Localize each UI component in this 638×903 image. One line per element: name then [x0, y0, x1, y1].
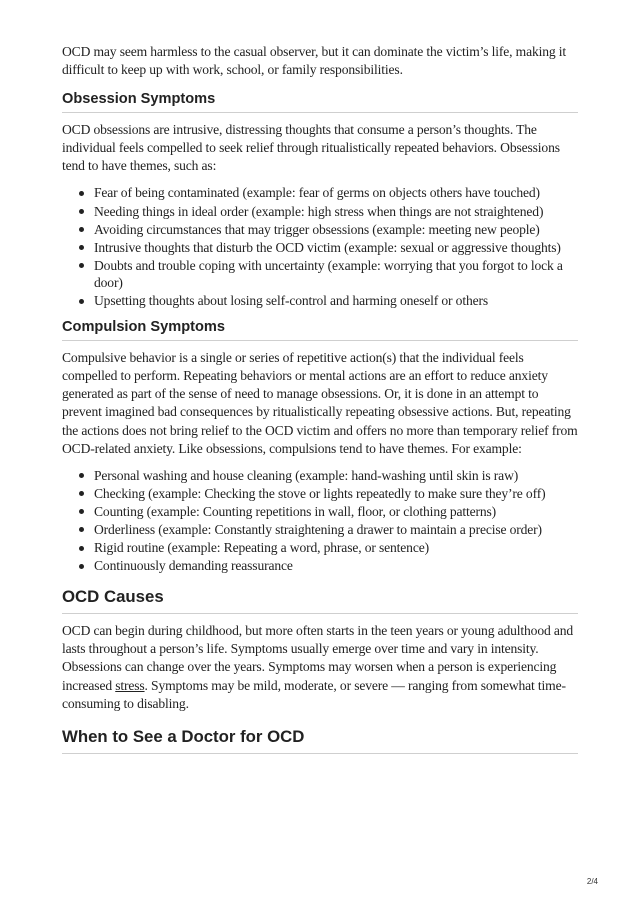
list-item: Continuously demanding reassurance [94, 557, 578, 574]
list-item: Doubts and trouble coping with uncertainty (example: worrying that you forgot to lock a door) [94, 257, 578, 291]
compulsion-paragraph: Compulsive behavior is a single or series of repetitive action(s) that the individual feels compelled to perform. Repeating behaviors or mental actions are an effort to reduce anxiety generated as part of the sense of need to manage obsessions. Or, it is done in an attempt to prevent imagined bad consequences by ritualistically repeating obsessive actions. But, repeating the actions does not bring relief to the OCD victim and offers no more than temporary relief from OCD-related anxiety. Like obsessions, compulsions tend to have themes. For example: [62, 350, 578, 456]
causes-paragraph [62, 622, 578, 712]
list-item: Checking (example: Checking the stove or lights repeatedly to make sure they’re off) [94, 485, 578, 502]
list-item: Personal washing and house cleaning (example: hand-washing until skin is raw) [94, 467, 578, 484]
list-item: Intrusive thoughts that disturb the OCD victim (example: sexual or aggressive thoughts) [94, 239, 578, 256]
compulsion-list [62, 467, 578, 575]
obsession-symptoms-heading: Obsession Symptoms [62, 90, 578, 113]
list-item: Upsetting thoughts about losing self-control and harming oneself or others [94, 292, 578, 309]
causes-text-end: . Symptoms may be mild, moderate, or severe — ranging from somewhat time-consuming to disabling. [62, 677, 566, 711]
causes-text-start: OCD can begin during childhood, but more often starts in the teen years or young adulthood and lasts throughout a person’s life. Symptoms usually emerge over time and vary in intensity. Obsessions can change over the years. Symptoms may worsen when a person is experiencing increased [62, 623, 574, 693]
stress-link[interactable]: stress [115, 677, 145, 693]
list-item: Orderliness (example: Constantly straightening a drawer to maintain a precise order) [94, 521, 578, 538]
obsession-paragraph: OCD obsessions are intrusive, distressing thoughts that consume a person’s thoughts. The individual feels compelled to seek relief through ritualistically repeated behaviors. Obsessions tend to have themes, such as: [62, 122, 560, 174]
intro-paragraph: OCD may seem harmless to the casual observer, but it can dominate the victim’s life, making it difficult to keep up with work, school, or family responsibilities. [62, 44, 567, 78]
compulsion-symptoms-heading: Compulsion Symptoms [62, 318, 578, 341]
document-page [62, 43, 578, 754]
ocd-causes-heading: OCD Causes [62, 587, 578, 614]
list-item: Counting (example: Counting repetitions in wall, floor, or clothing patterns) [94, 503, 578, 520]
list-item: Fear of being contaminated (example: fear of germs on objects others have touched) [94, 184, 578, 201]
page-number: 2/4 [586, 877, 598, 886]
list-item: Rigid routine (example: Repeating a word, phrase, or sentence) [94, 539, 578, 556]
list-item: Needing things in ideal order (example: high stress when things are not straightened) [94, 203, 578, 220]
obsession-list [62, 184, 578, 309]
list-item: Avoiding circumstances that may trigger obsessions (example: meeting new people) [94, 221, 578, 238]
when-to-see-doctor-heading: When to See a Doctor for OCD [62, 727, 578, 754]
